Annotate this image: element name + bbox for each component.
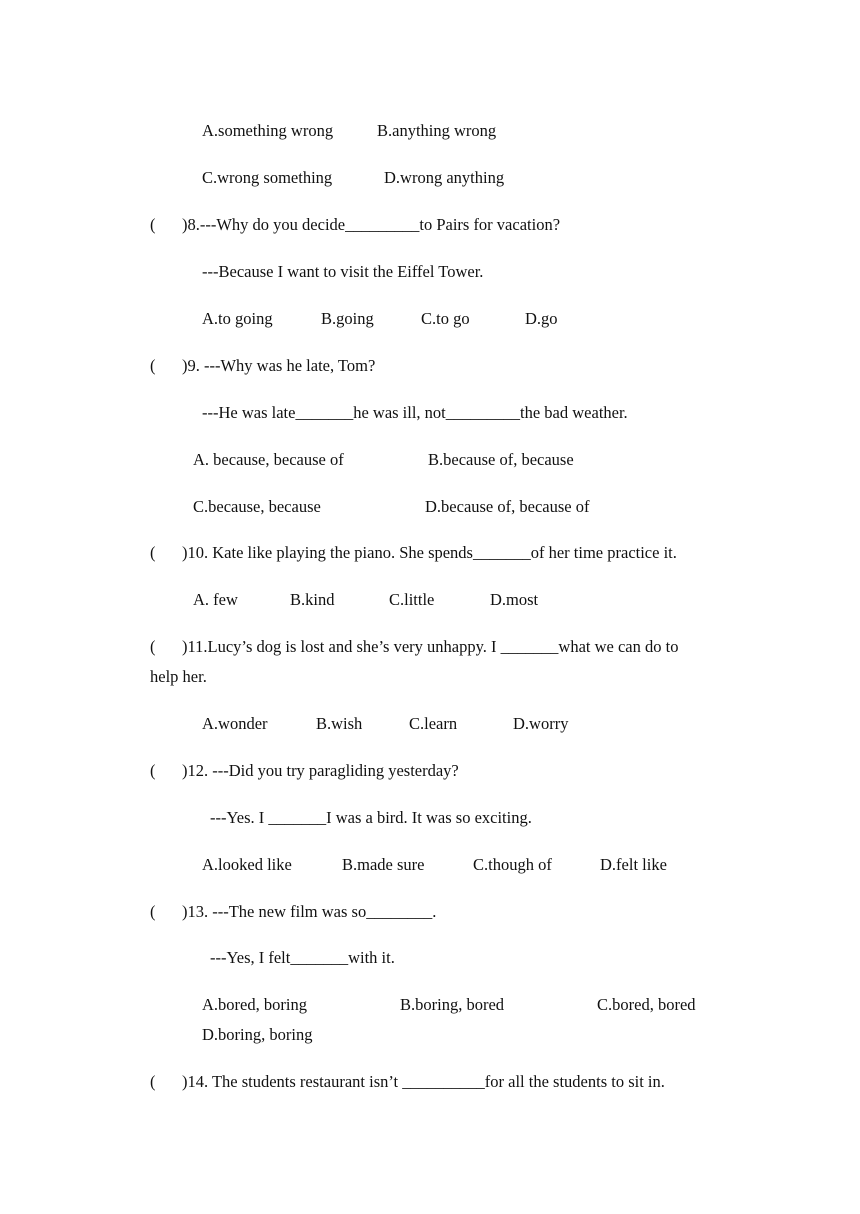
q8-option-b: B.going [321,309,374,328]
q12-option-d: D.felt like [600,855,667,874]
q7-option-d: D.wrong anything [384,168,505,187]
q9-option-d: D.because of, because of [425,497,590,516]
q11-option-b: B.wish [316,714,363,733]
q12-option-a: A.looked like [202,855,292,874]
q13-option-d: D.boring, boring [202,1025,313,1044]
answer-paren: ( [150,543,156,562]
q11-stem-continued: help her. [150,667,207,686]
q10-option-c: C.little [389,590,435,609]
answer-paren: ( [150,1072,156,1091]
answer-paren: ( [150,215,156,234]
q9-option-a: A. because, because of [193,450,344,469]
q12-stem-text: )12. ---Did you try paragliding yesterday? [182,761,459,780]
q13-stem-text: )13. ---The new film was so________. [182,902,437,921]
q9-option-b: B.because of, because [428,450,574,469]
q8-option-a: A.to going [202,309,273,328]
q13-option-a: A.bored, boring [202,995,307,1014]
answer-paren: ( [150,761,156,780]
q13-reply: ---Yes, I felt_______with it. [210,948,395,967]
q10-option-d: D.most [490,590,539,609]
q8-reply: ---Because I want to visit the Eiffel Tower. [202,262,484,281]
q12-reply: ---Yes. I _______I was a bird. It was so exciting. [210,808,532,827]
q14-stem-text: )14. The students restaurant isn’t __________for all the students to sit in. [182,1072,665,1091]
answer-paren: ( [150,356,156,375]
q7-option-b: B.anything wrong [377,121,497,140]
q12-option-c: C.though of [473,855,552,874]
q8-option-d: D.go [525,309,558,328]
q11-stem-text: )11.Lucy’s dog is lost and she’s very unhappy. I _______what we can do to [182,637,679,656]
q9-option-c: C.because, because [193,497,321,516]
q13-option-b: B.boring, bored [400,995,505,1014]
answer-paren: ( [150,637,156,656]
q13-option-c: C.bored, bored [597,995,696,1014]
answer-paren: ( [150,902,156,921]
q11-option-c: C.learn [409,714,458,733]
q8-option-c: C.to go [421,309,470,328]
q12-option-b: B.made sure [342,855,425,874]
q7-option-c: C.wrong something [202,168,333,187]
q11-option-d: D.worry [513,714,569,733]
q10-option-b: B.kind [290,590,335,609]
q9-reply: ---He was late_______he was ill, not_________the bad weather. [202,403,628,422]
q7-option-a: A.something wrong [202,121,334,140]
q10-option-a: A. few [193,590,238,609]
q9-stem-text: )9. ---Why was he late, Tom? [182,356,376,375]
q11-option-a: A.wonder [202,714,268,733]
q10-stem-text: )10. Kate like playing the piano. She spends_______of her time practice it. [182,543,677,562]
q8-stem-text: )8.---Why do you decide_________to Pairs for vacation? [182,215,561,234]
